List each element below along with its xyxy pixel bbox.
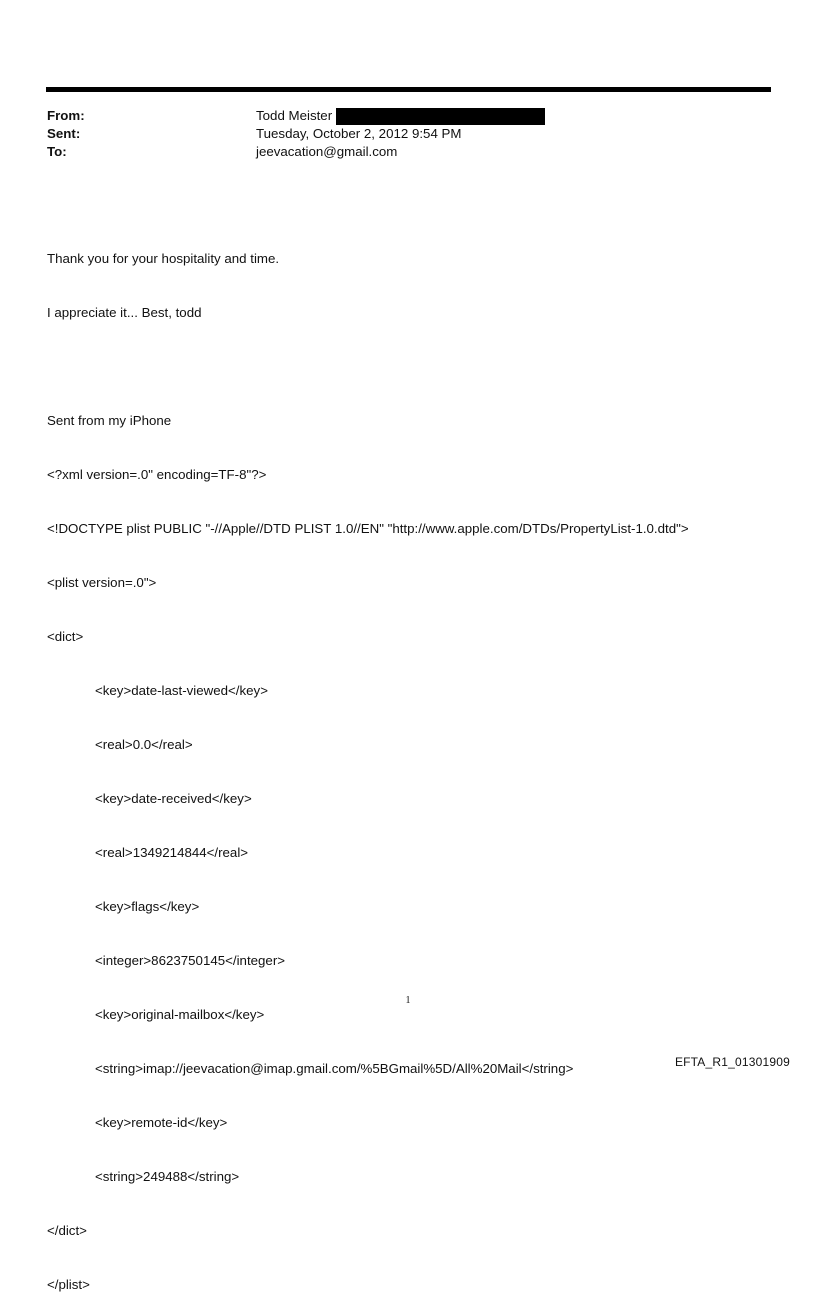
email-body (47, 214, 689, 1312)
to-label: To: (47, 144, 67, 159)
body-line: <real>1349214844</real> (95, 845, 249, 860)
from-label: From: (47, 108, 85, 123)
redaction-box (336, 108, 545, 125)
body-line: <key>flags</key> (95, 899, 200, 914)
body-line: </dict> (47, 1223, 87, 1238)
from-value-wrap (256, 107, 545, 125)
sent-label: Sent: (47, 126, 81, 141)
body-line: I appreciate it... Best, todd (47, 305, 202, 320)
body-line: <dict> (47, 629, 84, 644)
from-value: Todd Meister (256, 108, 333, 123)
body-line: <?xml version=.0" encoding=TF-8"?> (47, 467, 267, 482)
bates-number: EFTA_R1_01301909 (674, 1055, 790, 1069)
body-line: <key>remote-id</key> (95, 1115, 228, 1130)
body-line: <!DOCTYPE plist PUBLIC "-//Apple//DTD PLIST 1.0//EN" "http://www.apple.com/DTDs/PropertyList-1.0.dtd"> (47, 521, 689, 536)
body-line: <real>0.0</real> (95, 737, 193, 752)
body-line: <string>imap://jeevacation@imap.gmail.com/%5BGmail%5D/All%20Mail</string> (95, 1061, 574, 1076)
body-line-blank (47, 358, 689, 376)
body-line: <integer>8623750145</integer> (95, 953, 286, 968)
body-line: Thank you for your hospitality and time. (47, 251, 280, 266)
body-line: <key>date-last-viewed</key> (95, 683, 268, 698)
body-line: <key>original-mailbox</key> (95, 1007, 265, 1022)
body-line: Sent from my iPhone (47, 413, 172, 428)
body-line: <string>249488</string> (95, 1169, 240, 1184)
body-line: <key>date-received</key> (95, 791, 252, 806)
body-line: </plist> (47, 1277, 90, 1292)
body-line: <plist version=.0"> (47, 575, 157, 590)
sent-value: Tuesday, October 2, 2012 9:54 PM (256, 126, 462, 141)
page-number: 1 (405, 995, 411, 1006)
header-divider (46, 87, 771, 92)
to-value: jeevacation@gmail.com (256, 144, 398, 159)
